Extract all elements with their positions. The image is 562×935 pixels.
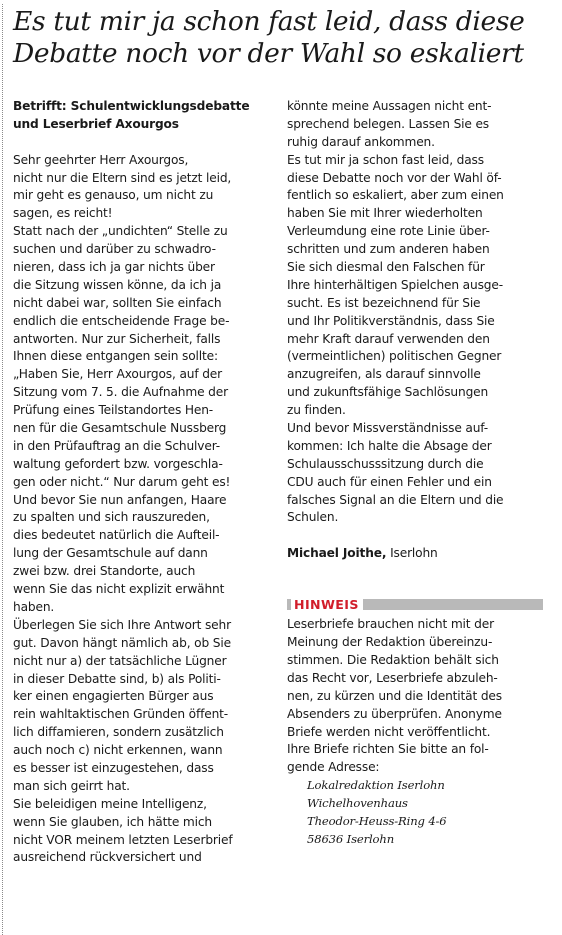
text-line: haben.: [13, 599, 55, 614]
hinweis-label: HINWEIS: [294, 596, 359, 612]
hinweis-bar-stub: [287, 599, 291, 610]
subject-line: Betrifft: Schulentwicklungsdebatte: [13, 99, 250, 113]
text-line: wenn Sie das nicht explizit erwähnt: [13, 582, 225, 597]
text-line: stimmen. Die Redaktion behält sich: [287, 652, 499, 667]
text-line: gut. Davon hängt nämlich ab, ob Sie: [13, 635, 231, 650]
author-place: Iserlohn: [386, 546, 438, 561]
text-line: Schulen.: [287, 510, 339, 525]
text-line: die Sitzung wissen könne, da ich ja: [13, 277, 222, 292]
text-line: nicht nur die Eltern sind es jetzt leid,: [13, 170, 232, 185]
text-line: Sie sich diesmal den Falschen für: [287, 260, 485, 275]
text-line: mir geht es genauso, um nicht zu: [13, 188, 214, 203]
text-line: ruhig darauf ankommen.: [287, 134, 435, 149]
text-line: endlich die entscheidende Frage be-: [13, 313, 230, 328]
text-line: Sitzung vom 7. 5. die Aufnahme der: [13, 385, 228, 400]
text-line: Ihre Briefe richten Sie bitte an fol-: [287, 742, 489, 757]
headline-line: Debatte noch vor der Wahl so eskaliert: [13, 38, 524, 69]
letter-subject: [13, 98, 275, 134]
text-line: schritten und zum anderen haben: [287, 242, 490, 257]
text-line: rein wahltaktischen Gründen öffent-: [13, 707, 229, 722]
text-line: falsches Signal an die Eltern und die: [287, 492, 504, 507]
paragraph-gap: [13, 134, 275, 152]
text-line: auch noch c) nicht erkennen, wann: [13, 743, 223, 758]
text-line: ker einen engagierten Bürger aus: [13, 689, 214, 704]
text-line: fentlich so eskaliert, aber zum einen: [287, 188, 504, 203]
dotted-column-rule: [2, 4, 3, 935]
paragraph-gap: [287, 527, 557, 545]
text-line: Sie beleidigen meine Intelligenz,: [13, 796, 207, 811]
text-line: könnte meine Aussagen nicht ent-: [287, 99, 492, 113]
text-line: nicht nur a) der tatsächliche Lügner: [13, 653, 227, 668]
text-line: lung der Gesamtschule auf dann: [13, 546, 208, 561]
text-line: (vermeintlichen) politischen Gegner: [287, 349, 502, 364]
letter-body-right: [287, 98, 557, 527]
text-line: nicht VOR meinem letzten Leserbrief: [13, 832, 233, 847]
address-line: 58636 Iserlohn: [307, 831, 395, 846]
text-line: Es tut mir ja schon fast leid, dass: [287, 152, 484, 167]
text-line: Leserbriefe brauchen nicht mit der: [287, 617, 494, 632]
text-line: und Ihr Politikverständnis, dass Sie: [287, 313, 495, 328]
address-line: Theodor-Heuss-Ring 4-6: [307, 813, 447, 828]
text-line: Ihnen diese entgangen sein sollte:: [13, 349, 218, 364]
text-line: waltung gefordert bzw. vorgeschla-: [13, 456, 223, 471]
text-line: Prüfung eines Teilstandortes Hen-: [13, 403, 214, 418]
letter-left-column: [13, 98, 275, 867]
text-line: zu spalten und sich rauszureden,: [13, 510, 210, 525]
text-line: gen oder nicht.“ Nur darum geht es!: [13, 474, 231, 489]
letter-right-column: [287, 98, 557, 849]
text-line: Überlegen Sie sich Ihre Antwort sehr: [13, 617, 231, 632]
text-line: anzugreifen, als darauf sinnvolle: [287, 367, 481, 382]
text-line: man sich geirrt hat.: [13, 778, 130, 793]
editorial-address: [287, 777, 557, 849]
text-line: in den Prüfauftrag an die Schulver-: [13, 438, 221, 453]
address-line: Lokalredaktion Iserlohn: [307, 778, 445, 793]
text-line: Sehr geehrter Herr Axourgos,: [13, 152, 189, 167]
text-line: Statt nach der „undichten“ Stelle zu: [13, 224, 228, 239]
headline: [13, 6, 558, 70]
text-line: mehr Kraft darauf verwenden den: [287, 331, 490, 346]
text-line: Absenders zu überprüfen. Anonyme: [287, 706, 502, 721]
text-line: lich diffamieren, sondern zusätzlich: [13, 725, 224, 740]
text-line: Meinung der Redaktion übereinzu-: [287, 635, 493, 650]
text-line: nen, zu kürzen und die Identität des: [287, 688, 502, 703]
text-line: zwei bzw. drei Standorte, auch: [13, 564, 196, 579]
text-line: „Haben Sie, Herr Axourgos, auf der: [13, 367, 223, 382]
text-line: nicht dabei war, sollten Sie einfach: [13, 295, 222, 310]
text-line: wenn Sie glauben, ich hätte mich: [13, 814, 212, 829]
letter-signature: [287, 545, 557, 563]
address-line: Wichelhovenhaus: [307, 796, 408, 811]
text-line: nieren, dass ich ja gar nichts über: [13, 260, 215, 275]
letter-body-left: [13, 152, 275, 868]
text-line: Und bevor Missverständnisse auf-: [287, 421, 489, 436]
text-line: suchen und darüber zu schwadro-: [13, 242, 216, 257]
hinweis-bar-fill: [363, 599, 543, 610]
text-line: nen für die Gesamtschule Nussberg: [13, 421, 227, 436]
subject-line: und Leserbrief Axourgos: [13, 116, 179, 131]
text-line: kommen: Ich halte die Absage der: [287, 438, 492, 453]
text-line: es besser ist einzugestehen, dass: [13, 760, 214, 775]
headline-line: Es tut mir ja schon fast leid, dass diese: [13, 6, 525, 37]
text-line: Und bevor Sie nun anfangen, Haare: [13, 492, 227, 507]
text-line: und zukunftsfähige Sachlösungen: [287, 385, 489, 400]
text-line: Briefe werden nicht veröffentlicht.: [287, 724, 491, 739]
text-line: diese Debatte noch vor der Wahl öf-: [287, 170, 502, 185]
text-line: ausreichend rückversichert und: [13, 850, 202, 865]
text-line: CDU auch für einen Fehler und ein: [287, 474, 492, 489]
text-line: gende Adresse:: [287, 760, 380, 775]
text-line: sprechend belegen. Lassen Sie es: [287, 116, 490, 131]
text-line: dies bedeutet natürlich die Aufteil-: [13, 528, 220, 543]
author-name: Michael Joithe,: [287, 546, 387, 561]
text-line: haben Sie mit Ihrer wiederholten: [287, 206, 483, 221]
text-line: zu finden.: [287, 403, 346, 418]
text-line: Verleumdung eine rote Linie über-: [287, 224, 490, 239]
text-line: das Recht vor, Leserbriefe abzuleh-: [287, 670, 498, 685]
text-line: antworten. Nur zur Sicherheit, falls: [13, 331, 221, 346]
hinweis-header: [287, 597, 543, 612]
text-line: Ihre hinterhältigen Spielchen ausge-: [287, 277, 503, 292]
text-line: Schulausschusssitzung durch die: [287, 456, 484, 471]
text-line: sagen, es reicht!: [13, 206, 113, 221]
hinweis-body: [287, 616, 557, 777]
text-line: sucht. Es ist bezeichnend für Sie: [287, 295, 481, 310]
text-line: in dieser Debatte sind, b) als Politi-: [13, 671, 221, 686]
